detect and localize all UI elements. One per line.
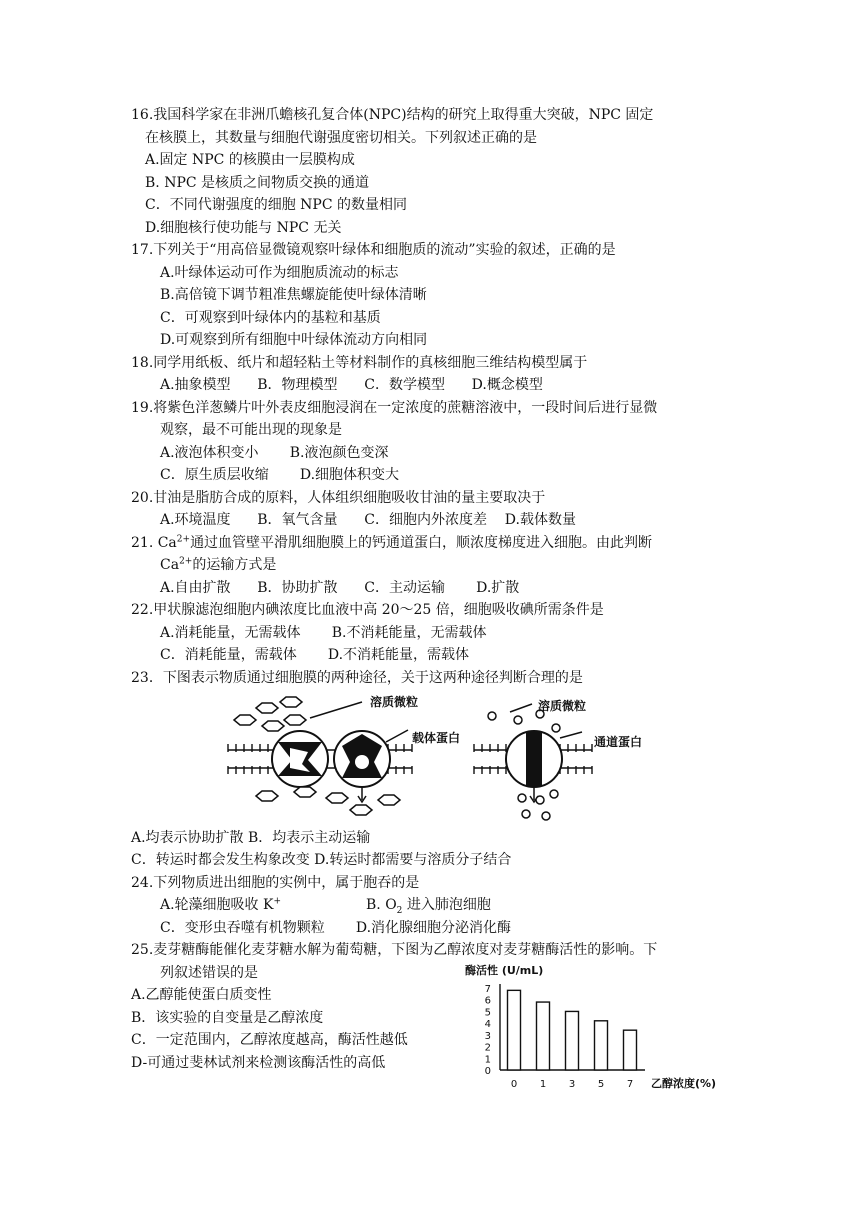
q25-stem-line2: 列叙述错误的是	[160, 965, 258, 981]
y-tick-7: 7	[484, 984, 491, 995]
q21-ion-charge: 2+	[176, 534, 191, 545]
q24-b-pre: B. O	[366, 897, 397, 913]
y-tick-5: 5	[484, 1007, 491, 1019]
q17-option-c: C．可观察到叶绿体内的基粒和基质	[160, 310, 381, 326]
y-tick-1: 1	[484, 1054, 491, 1066]
q23-options-cd: C．转运时都会发生构象改变 D.转运时都需要与溶质分子结合	[131, 852, 512, 868]
q16-stem-line2: 在核膜上，其数量与细胞代谢强度密切相关。下列叙述正确的是	[145, 130, 537, 146]
q25-option-b: B．该实验的自变量是乙醇浓度	[131, 1010, 324, 1026]
fig-carrier-label: 载体蛋白	[412, 731, 461, 745]
q24-b-post: 进入肺泡细胞	[402, 897, 491, 913]
q23-options-ab: A.均表示协助扩散 B．均表示主动运输	[131, 830, 371, 846]
y-tick-labels	[485, 984, 491, 1077]
q22-stem: 22.甲状腺滤泡细胞内碘浓度比血液中高 20～25 倍，细胞吸收碘所需条件是	[131, 602, 604, 618]
q20-stem: 20.甘油是脂肪合成的原料，人体组织细胞吸收甘油的量主要取决于	[131, 490, 546, 506]
q21-stem-pre: 21. Ca	[131, 535, 177, 551]
q21-stem-line1	[131, 534, 652, 552]
y-tick-3: 3	[484, 1030, 491, 1042]
q21-stem-post: 通过血管壁平滑肌细胞膜上的钙通道蛋白，顺浓度梯度进入细胞。由此判断	[190, 535, 653, 551]
bar-5	[595, 1021, 608, 1070]
y-tick-4: 4	[484, 1019, 491, 1031]
q19-options-cd: C．原生质层收缩 D.细胞体积变大	[160, 467, 400, 483]
x-tick-7: 7	[626, 1079, 634, 1090]
q17-option-d: D.可观察到所有细胞中叶绿体流动方向相同	[160, 332, 428, 348]
q21-ion-charge-2: 2+	[179, 556, 193, 567]
q24-options-cd: C．变形虫吞噬有机物颗粒 D.消化腺细胞分泌消化酶	[160, 920, 512, 936]
carrier-protein-shape-2	[334, 731, 390, 802]
x-tick-1: 1	[539, 1079, 547, 1090]
q21-options: A.自由扩散 B．协助扩散 C．主动运输 D.扩散	[160, 580, 520, 596]
q24-stem: 24.下列物质进出细胞的实例中，属于胞吞的是	[131, 875, 420, 891]
fig-channel-label: 通道蛋白	[594, 735, 643, 749]
q21-stem-line2	[160, 556, 276, 574]
carrier-protein-shape-1	[272, 731, 328, 787]
q19-stem-line2: 观察，最不可能出现的现象是	[160, 422, 342, 438]
membrane-transport-figure	[222, 690, 682, 830]
x-tick-5: 5	[597, 1079, 605, 1090]
chart-x-axis-label: 乙醇浓度(%)	[651, 1077, 717, 1090]
enzyme-activity-bar-chart	[455, 960, 725, 1090]
q24-option-b	[366, 896, 491, 914]
q20-options: A.环境温度 B．氧气含量 C．细胞内外浓度差 D.载体数量	[160, 512, 576, 528]
q16-option-d: D.细胞核行使功能与 NPC 无关	[145, 220, 342, 236]
q23-stem: 23．下图表示物质通过细胞膜的两种途径，关于这两种途径判断合理的是	[131, 670, 583, 686]
bar-0	[508, 990, 521, 1070]
q22-options-ab: A.消耗能量，无需载体 B.不消耗能量，无需载体	[160, 625, 487, 641]
q22-options-cd: C．消耗能量，需载体 D.不消耗能量，需载体	[160, 647, 470, 663]
bar-7	[624, 1030, 637, 1070]
q24-b-sub: 2	[396, 905, 403, 916]
y-tick-6: 6	[484, 995, 491, 1007]
q24-option-a	[160, 896, 281, 914]
fig-solute-label-2: 溶质微粒	[538, 699, 587, 713]
bar-3	[566, 1011, 579, 1070]
q17-option-b: B.高倍镜下调节粗准焦螺旋能使叶绿体清晰	[160, 287, 427, 303]
y-tick-0: 0	[484, 1066, 491, 1077]
q16-option-c: C．不同代谢强度的细胞 NPC 的数量相同	[145, 197, 407, 213]
chart-y-axis-label: 酶活性 (U/mL)	[465, 964, 544, 977]
bar-1	[537, 1002, 550, 1070]
y-tick-2: 2	[484, 1042, 491, 1054]
q21-stem2-pre: Ca	[160, 557, 180, 573]
q17-stem: 17.下列关于“用高倍显微镜观察叶绿体和细胞质的流动”实验的叙述，正确的是	[131, 242, 616, 258]
q24-a-text: A.轮藻细胞吸收 K	[160, 897, 274, 913]
x-tick-3: 3	[568, 1079, 576, 1090]
q17-option-a: A.叶绿体运动可作为细胞质流动的标志	[160, 265, 399, 281]
bars	[508, 990, 637, 1070]
q18-options: A.抽象模型 B．物理模型 C．数学模型 D.概念模型	[160, 377, 543, 393]
q25-option-d: D-可通过斐林试剂来检测该酶活性的高低	[131, 1055, 386, 1071]
q19-stem-line1: 19.将紫色洋葱鳞片叶外表皮细胞浸润在一定浓度的蔗糖溶液中，一段时间后进行显微	[131, 400, 658, 416]
q16-option-b: B. NPC 是核质之间物质交换的通道	[145, 175, 370, 191]
x-tick-0: 0	[510, 1079, 518, 1090]
fig-solute-label-1: 溶质微粒	[370, 695, 419, 709]
q25-option-c: C．一定范围内，乙醇浓度越高，酶活性越低	[131, 1032, 408, 1048]
q19-options-ab: A.液泡体积变小 B.液泡颜色变深	[160, 445, 389, 461]
q16-stem-line1: 16.我国科学家在非洲爪蟾核孔复合体(NPC)结构的研究上取得重大突破，NPC 固定	[131, 107, 654, 123]
q21-stem2-post: 的运输方式是	[192, 557, 277, 573]
q16-option-a: A.固定 NPC 的核膜由一层膜构成	[145, 152, 355, 168]
q24-a-charge: +	[273, 896, 282, 907]
q25-stem-line1: 25.麦芽糖酶能催化麦芽糖水解为葡萄糖，下图为乙醇浓度对麦芽糖酶活性的影响。下	[131, 942, 658, 958]
q25-option-a: A.乙醇能使蛋白质变性	[131, 987, 272, 1003]
x-tick-labels	[511, 1079, 633, 1090]
q18-stem: 18.同学用纸板、纸片和超轻粘土等材料制作的真核细胞三维结构模型属于	[131, 355, 588, 371]
